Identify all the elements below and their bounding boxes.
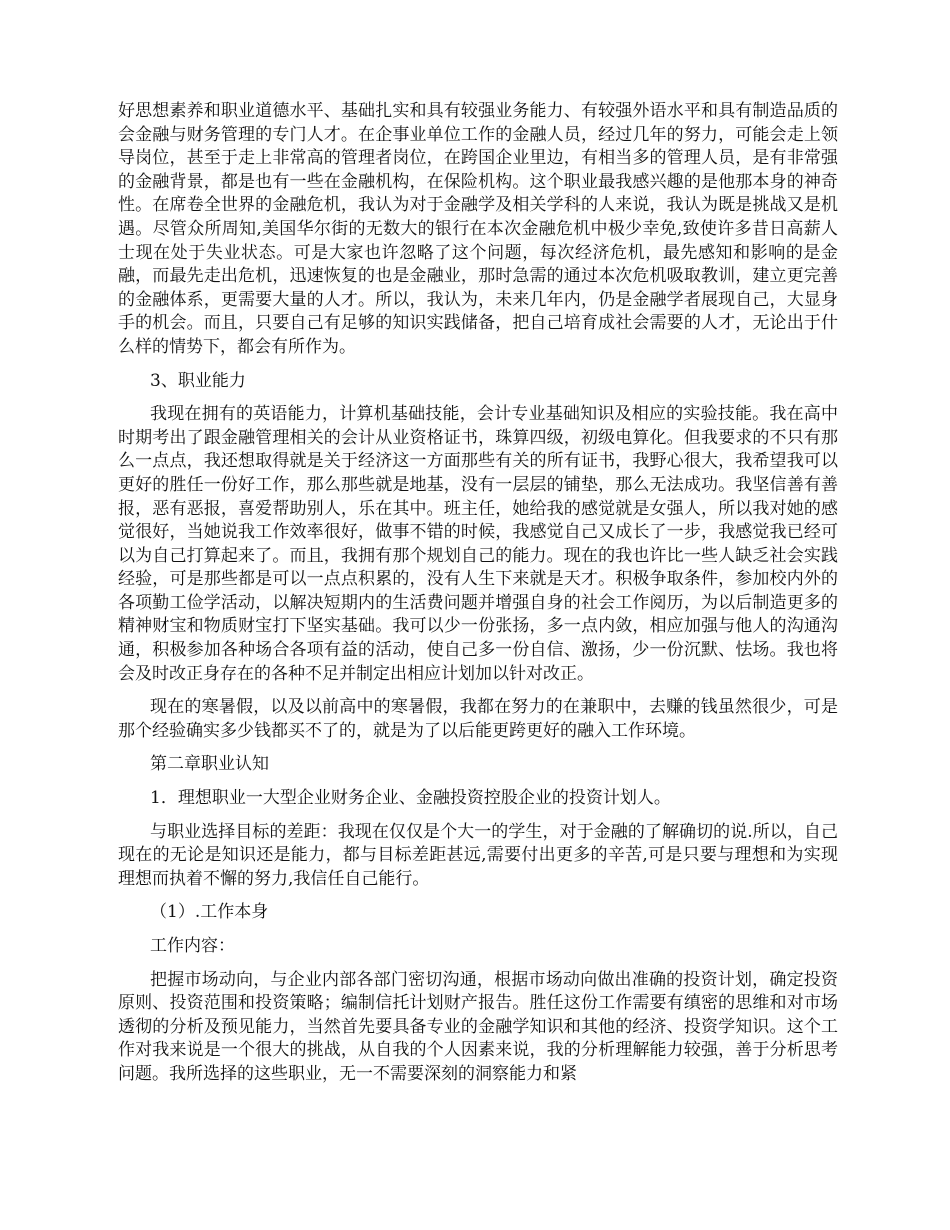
paragraph-part-time-work: 现在的寒暑假，以及以前高中的寒暑假，我都在努力的在兼职中，去赚的钱虽然很少，可是那个经验确实多少钱都买不了的，就是为了以后能更跨更好的融入工作环境。 [118,697,838,741]
ideal-career-item: 1．理想职业一大型企业财务企业、金融投资控股企业的投资计划人。 [150,788,671,809]
chapter-heading-career-cognition: 第二章职业认知 [150,754,269,775]
paragraph-current-abilities: 我现在拥有的英语能力，计算机基础技能，会计专业基础知识及相应的实验技能。我在高中时期考出了跟金融管理相关的会计从业资格证书，珠算四级，初级电算化。但我要求的不只有那么一点点，我还想取得就是关于经济这一方面那些有关的所有证书，我野心很大，我希望我可以更好的胜任一份好工作，那么那些就是地基，没有一层层的铺垫，那么无法成功。我坚信善有善报，恶有恶报，喜爱帮助别人，乐在其中。班主任，她给我的感觉就是女强人，所以我对她的感觉很好，当她说我工作效率很好，做事不错的时候，我感觉自己又成长了一步，我感觉我已经可以为自己打算起来了。而且，我拥有那个规划自己的能力。现在的我也许比一些人缺乏社会实践经验，可是那些都是可以一点点积累的，没有人生下来就是天才。积极争取条件，参加校内外的各项勤工俭学活动，以解决短期内的生活费问题并增强自身的社会工作阅历，为以后制造更多的精神财宝和物质财宝打下坚实基础。我可以少一份张扬，多一点内敛，相应加强与他人的沟通沟通，积极参加各种场合各项有益的活动，使自己多一份自信、激扬，少一份沉默、怯场。我也将会及时改正身存在的各种不足并制定出相应计划加以针对改正。 [118,404,838,684]
subheading-the-job-itself: （1）.工作本身 [150,902,269,923]
label-job-content: 工作内容： [150,936,235,956]
paragraph-continued: 好思想素养和职业道德水平、基础扎实和具有较强业务能力、有较强外语水平和具有制造品质的会金融与财务管理的专门人才。在企事业单位工作的金融人员，经过几年的努力，可能会走上领导岗位，甚至于走上非常高的管理者岗位，在跨国企业里边，有相当多的管理人员，是有非常强的金融背景，都是也有一些在金融机构，在保险机构。这个职业最我感兴趣的是他那本身的神奇性。在席卷全世界的金融危机，我认为对于金融学及相关学科的人来说，我认为既是挑战又是机遇。尽管众所周知,美国华尔街的无数大的银行在本次金融危机中极少幸免,致使许多昔日高薪人士现在处于失业状态。可是大家也许忽略了这个问题，每次经济危机，最先感知和影响的是金融，而最先走出危机，迅速恢复的也是金融业，那时急需的通过本次危机吸取教训，建立更完善的金融体系，更需要大量的人才。所以，我认为，未来几年内，仍是金融学者展现自己，大显身手的机会。而且，只要自己有足够的知识实践储备，把自己培育成社会需要的人才，无论出于什么样的情势下，都会有所作为。 [118,101,838,357]
paragraph-job-description: 把握市场动向，与企业内部各部门密切沟通，根据市场动向做出准确的投资计划，确定投资原则、投资范围和投资策略；编制信托计划财产报告。胜任这份工作需要有缜密的思维和对市场透彻的分析及预见能力，当然首先要具备专业的金融学知识和其他的经济、投资学知识。这个工作对我来说是一个很大的挑战，从自我的个人因素来说，我的分析理解能力较强，善于分析思考问题。我所选择的这些职业，无一不需要深刻的洞察能力和紧 [118,969,838,1084]
paragraph-gap-to-goal: 与职业选择目标的差距：我现在仅仅是个大一的学生，对于金融的了解确切的说.所以，自己现在的无论是知识还是能力，都与目标差距甚远,需要付出更多的辛苦,可是只要与理想和为实现理想而执着不懈的努力,我信任自己能行。 [118,821,838,889]
section-heading-career-ability: 3、职业能力 [150,370,246,391]
document-body [118,100,838,1097]
